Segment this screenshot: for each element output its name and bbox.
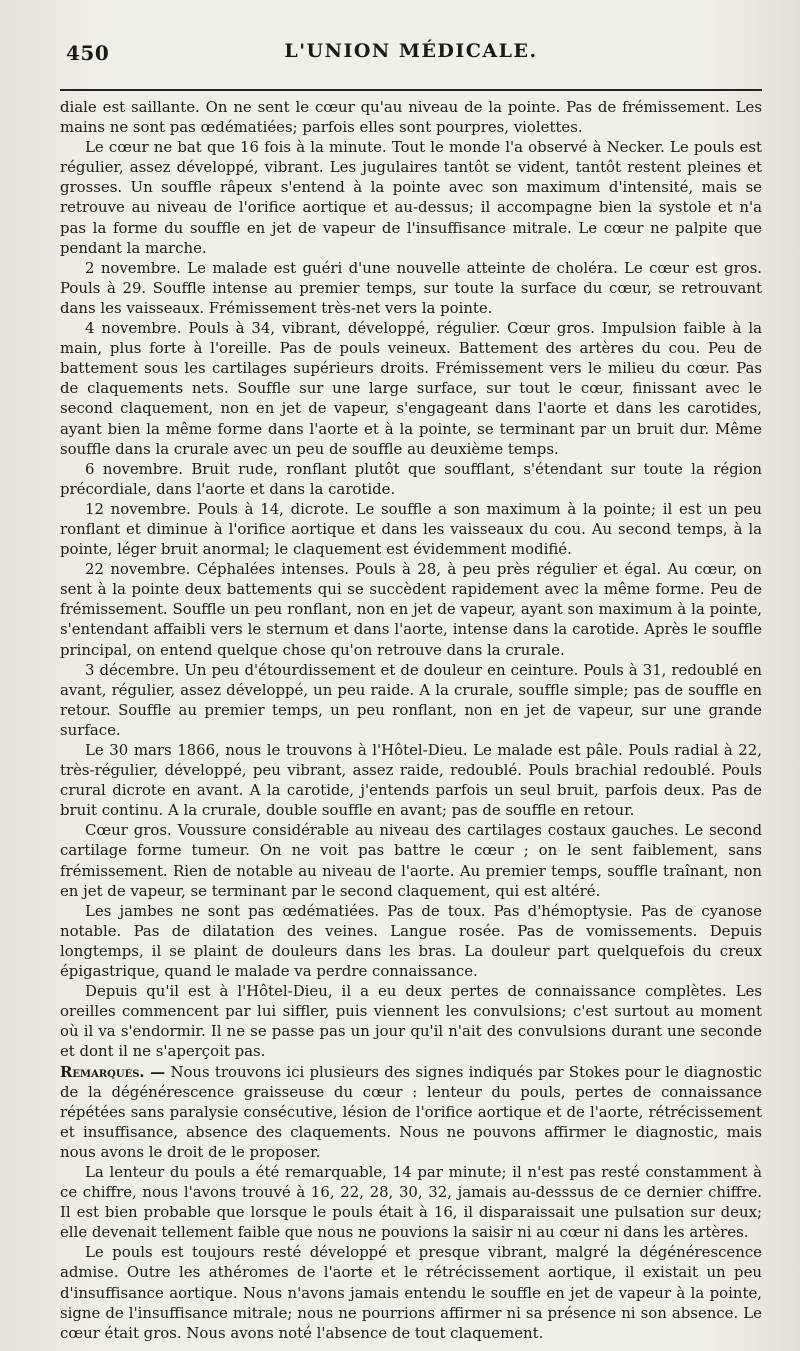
remarks-paragraph xyxy=(60,1062,762,1162)
remarks-label: Remarques. — xyxy=(60,1062,166,1081)
running-title: L'UNION MÉDICALE. xyxy=(284,40,538,62)
paragraph: Le 30 mars 1866, nous le trouvons à l'Hôtel-Dieu. Le malade est pâle. Pouls radial à 22, très-régulier, développé, peu vibrant, assez raide, redoublé. Pouls brachial redoublé. Pouls crural dicrote en avant. A la carotide, j'entends parfois un seul bruit, parfois deux. Pas de bruit continu. A la crurale, double souffle en avant; pas de souffle en retour. xyxy=(60,741,762,820)
paragraph: 3 décembre. Un peu d'étourdissement et de douleur en ceinture. Pouls à 31, redoublé en avant, régulier, assez développé, un peu raide. A la crurale, souffle simple; pas de souffle en retour. Souffle au premier temps, un peu ronflant, non en jet de vapeur, sur une grande surface. xyxy=(60,660,762,739)
header-rule xyxy=(60,89,762,91)
paragraph: Cœur gros. Voussure considérable au niveau des cartilages costaux gauches. Le second cartilage forme tumeur. On ne voit pas battre le cœur ; on le sent faiblement, sans frémissement. Rien de notable au niveau de l'aorte. Au premier temps, souffle traînant, non en jet de vapeur, se terminant par le second claquement, qui est altéré. xyxy=(60,821,762,900)
remarks-text: Nous trouvons ici plusieurs des signes indiqués par Stokes pour le diagnostic de la dégénérescence graisseuse du cœur : lenteur du pouls, pertes de connaissance répétées sans paralysie consécutive, lésion de l'orifice aortique et de l'aorte, rétrécissement et insuffisance, absence des claquements. Nous ne pouvons affirmer le diagnostic, mais nous avons le droit de le proposer. xyxy=(60,1062,763,1161)
paragraph: 22 novembre. Céphalées intenses. Pouls à 28, à peu près régulier et égal. Au cœur, on sent à la pointe deux battements qui se succèdent rapidement avec la même forme. Peu de frémissement. Souffle un peu ronflant, non en jet de vapeur, ayant son maximum à la pointe, s'entendant affaibli vers le sternum et dans l'aorte, intense dans la carotide. Après le souffle principal, on entend quelque chose qu'on retrouve dans la crurale. xyxy=(60,560,762,659)
paragraph: 6 novembre. Bruit rude, ronflant plutôt que soufflant, s'étendant sur toute la région précordiale, dans l'aorte et dans la carotide. xyxy=(60,459,762,498)
article-body xyxy=(60,97,762,1343)
paragraph: diale est saillante. On ne sent le cœur qu'au niveau de la pointe. Pas de frémissement. Les mains ne sont pas œdématiées; parfois elles sont pourpres, violettes. xyxy=(60,98,762,137)
page-header xyxy=(60,33,762,67)
paragraph: Le cœur ne bat que 16 fois à la minute. Tout le monde l'a observé à Necker. Le pouls est régulier, assez développé, vibrant. Les jugulaires tantôt se vident, tantôt restent pleines et grosses. Un souffle râpeux s'entend à la pointe avec son maximum d'intensité, mais se retrouve au niveau de l'orifice aortique et au-dessus; il accompagne bien la systole et n'a pas la forme du souffle en jet de vapeur de l'insuffisance mitrale. Le cœur ne palpite que pendant la marche. xyxy=(60,138,762,257)
paragraph: Depuis qu'il est à l'Hôtel-Dieu, il a eu deux pertes de connaissance complètes. Les oreilles commencent par lui siffler, puis viennent les convulsions; c'est surtout au moment où il va s'endormir. Il ne se passe pas un jour qu'il n'ait des convulsions durant une seconde et dont il ne s'aperçoit pas. xyxy=(60,982,762,1061)
paragraph: 2 novembre. Le malade est guéri d'une nouvelle atteinte de choléra. Le cœur est gros. Pouls à 29. Souffle intense au premier temps, sur toute la surface du cœur, se retrouvant dans les vaisseaux. Frémissement très-net vers la pointe. xyxy=(60,258,762,317)
paragraph: Le pouls est toujours resté développé et presque vibrant, malgré la dégénérescence admise. Outre les athéromes de l'aorte et le rétrécissement aortique, il existait un peu d'insuffisance aortique. Nous n'avons jamais entendu le souffle en jet de vapeur à la pointe, signe de l'insuffisance mitrale; nous ne pourrions affirmer ni sa présence ni son absence. Le cœur était gros. Nous avons noté l'absence de tout claquement. xyxy=(60,1243,762,1342)
page-number: 450 xyxy=(66,41,110,65)
paragraph: Les jambes ne sont pas œdématiées. Pas de toux. Pas d'hémoptysie. Pas de cyanose notable. Pas de dilatation des veines. Langue rosée. Pas de vomissements. Depuis longtemps, il se plaint de douleurs dans les bras. La douleur part quelquefois du creux épigastrique, quand le malade va perdre connaissance. xyxy=(60,901,762,981)
paragraph: 4 novembre. Pouls à 34, vibrant, développé, régulier. Cœur gros. Impulsion faible à la main, plus forte à l'oreille. Pas de pouls veineux. Battement des artères du cou. Peu de battement sous les cartilages supérieurs droits. Frémissement vers le milieu du cœur. Pas de claquements nets. Souffle sur une large surface, sur tout le cœur, finissant avec le second claquement, non en jet de vapeur, s'engageant dans l'aorte et dans les carotides, ayant bien la même forme dans l'aorte et à la pointe, se terminant par un bruit dur. Même souffle dans la crurale avec un peu de souffle au deuxième temps. xyxy=(60,319,762,458)
paragraph: 12 novembre. Pouls à 14, dicrote. Le souffle a son maximum à la pointe; il est un peu ronflant et diminue à l'orifice aortique et dans les vaisseaux du cou. Au second temps, à la pointe, léger bruit anormal; le claquement est évidemment modifié. xyxy=(60,499,762,559)
paragraph: La lenteur du pouls a été remarquable, 14 par minute; il n'est pas resté constamment à ce chiffre, nous l'avons trouvé à 16, 22, 28, 30, 32, jamais au-desssus de ce dernier chiffre. Il est bien probable que lorsque le pouls était à 16, il disparaissait une pulsation sur deux; elle devenait tellement faible que nous ne pouvions la saisir ni au cœur ni dans les artères. xyxy=(60,1162,762,1242)
